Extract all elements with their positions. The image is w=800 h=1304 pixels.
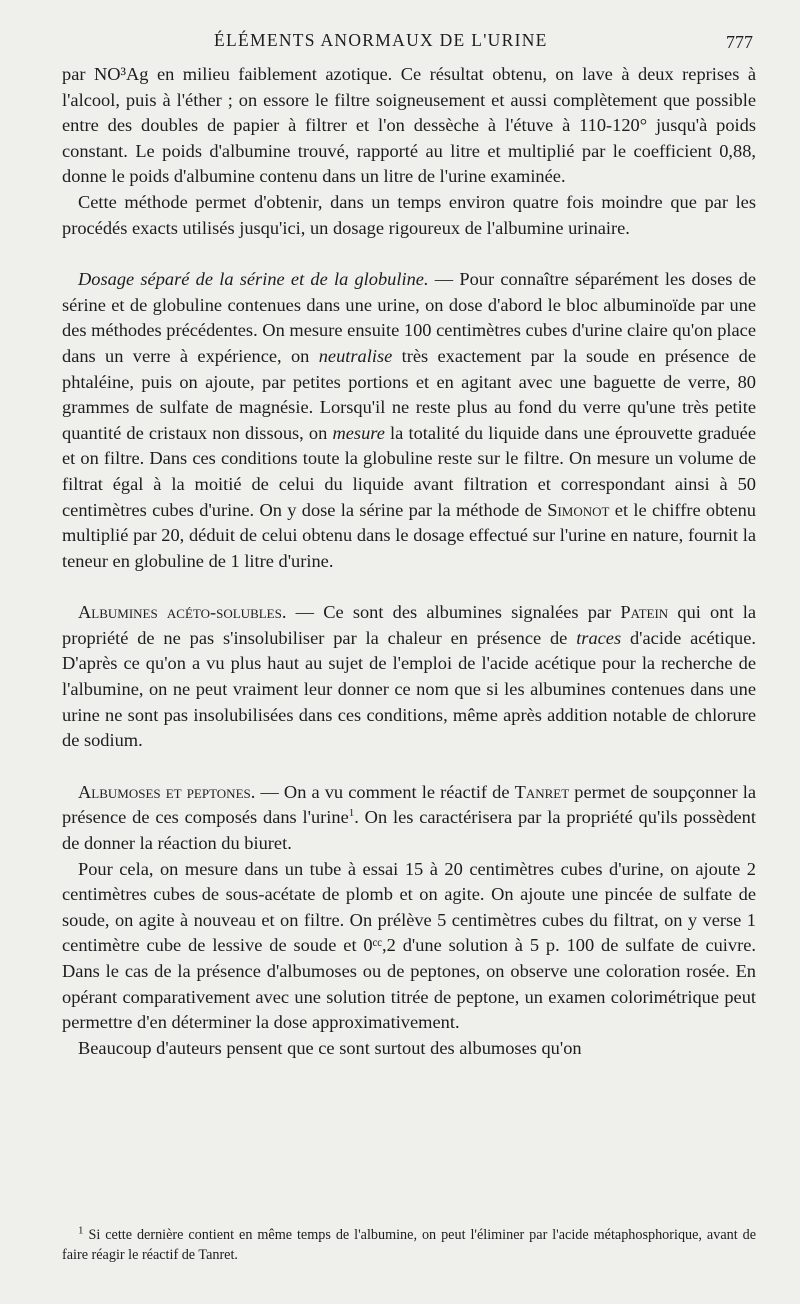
paragraph-biuret-procedure: Pour cela, on mesure dans un tube à essai 15 à 20 centimètres cubes d'urine, on ajoute 2 centimètres cubes de sous-acétate de plomb et on agite. On ajoute une pincée de sulfate de soude, on agite à nouveau et on filtre. On prélève 5 centimètres cubes du filtrat, on y verse 1 centimètre cube de lessive de soude et 0ᶜᶜ,2 d'une solution à 5 p. 100 de sulfate de cuivre. Dans le cas de la présence d'albumoses ou de peptones, on observe une coloration rosée. En opérant comparativement avec une solution titrée de peptone, un examen colorimétrique peut permettre d'en déterminer la dose approximativement. [62,858,756,1033]
author-name: Tanret [514,781,570,802]
author-name: Patein [620,602,669,623]
footnote-reference[interactable]: 1 [348,807,355,820]
section-heading: Albumines acéto-solubles. [78,602,287,623]
page-header [0,30,800,56]
section-albumines-aceto-solubles: Albumines acéto-solubles. — Ce sont des albumines signalées par Patein qui ont la propriété de ne pas s'insolubiliser par la chaleur en présence de traces d'acide acétique. D'après ce qu'on a vu plus haut au sujet de l'emploi de l'acide acétique pour la recherche de l'albumine, on ne peut vraiment leur donner ce nom que si les albumines contenues dans une urine ne sont pas insolubilisées dans ces conditions, même après addition notable de chlorure de sodium. [62,602,757,751]
footnote [62,1225,756,1265]
running-head: ÉLÉMENTS ANORMAUX DE L'URINE [214,30,548,50]
paragraph-method-advantage: Cette méthode permet d'obtenir, dans un temps environ quatre fois moindre que par les procédés exacts utilisés jusqu'ici, un dosage rigoureux de l'albumine urinaire. [62,191,756,238]
emphasis: neutralise [318,345,393,366]
page-number: 777 [726,32,753,52]
emphasis: traces [576,627,622,648]
paragraph-continued: Beaucoup d'auteurs pensent que ce sont surtout des albumoses qu'on [78,1037,582,1058]
footnote-text: Si cette dernière contient en même temps de l'albumine, on peut l'éliminer par l'acide métaphosphorique, avant de faire réagir le réactif de Tanret. [62,1227,756,1263]
author-name: Simonot [547,499,610,520]
body-text [62,62,756,1061]
section-serine-globuline: Dosage séparé de la sérine et de la globuline. — Pour connaître séparément les doses de sérine et de globuline contenues dans une urine, on dose d'abord le bloc albuminoïde par une des méthodes précédentes. On mesure ensuite 100 centimètres cubes d'urine claire qu'on place dans un verre à expérience, on neutralise très exactement par la soude en présence de phtaléine, puis on ajoute, par petites portions et en agitant avec une baguette de verre, 80 grammes de sulfate de magnésie. Lorsqu'il ne reste plus au fond du verre qu'une très petite quantité de cristaux non dissous, on mesure la totalité du liquide dans une éprouvette graduée et on filtre. Dans ces conditions toute la globuline reste sur le filtre. On mesure un volume de filtrat égal à la moitié de celui du liquide avant filtration et correspondant ainsi à 50 centimètres cubes d'urine. On y dose la sérine par la méthode de Simonot et le chiffre obtenu multiplié par 20, déduit de celui obtenu dans le dosage effectué sur l'urine en nature, fournit la teneur en globuline de 1 litre d'urine. [62,269,756,571]
footnote-marker: 1 [78,1224,84,1237]
section-heading: Albumoses et peptones. [78,781,256,802]
section-albumoses-peptones: Albumoses et peptones. — On a vu comment le réactif de Tanret permet de soupçonner la présence de ces composés dans l'urine$^1$. On les caractérisera par la propriété qu'ils possèdent de donner la réaction du biuret. [62,781,756,854]
emphasis: mesure [332,422,385,443]
section-heading: Dosage séparé de la sérine et de la globuline. [78,269,429,290]
paragraph-method-end: par NO³Ag en milieu faiblement azotique. Ce résultat obtenu, on lave à deux reprises à l'alcool, puis à l'éther ; on essore le filtre soigneusement et aussi complètement que possible entre des doubles de papier à filtrer et l'on dessèche à l'étuve à 110-120° jusqu'à poids constant. Le poids d'albumine trouvé, rapporté au litre et multiplié par le coefficient 0,88, donne le poids d'albumine contenu dans un litre de l'urine examinée. [62,64,756,187]
